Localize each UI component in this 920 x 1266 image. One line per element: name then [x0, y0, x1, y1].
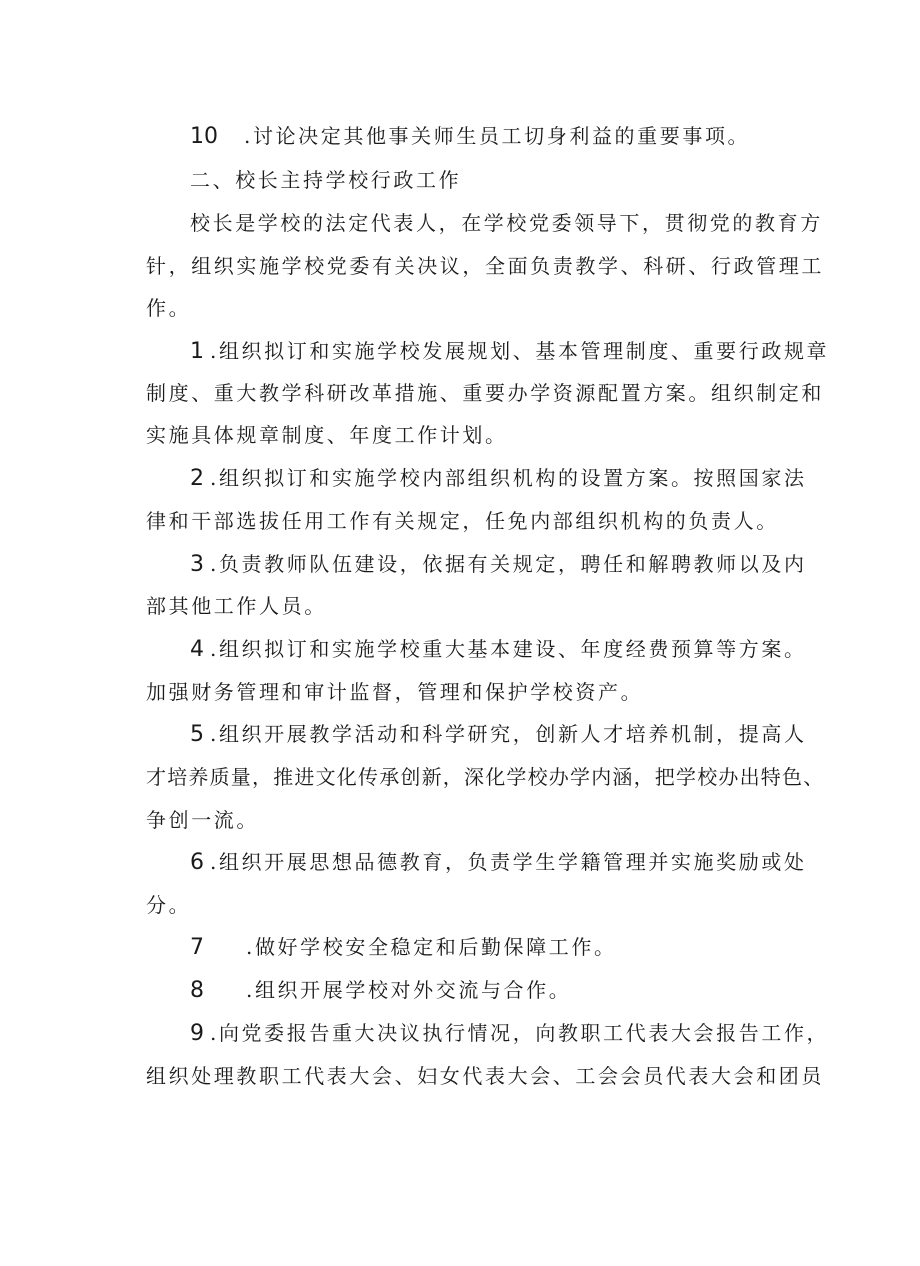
paragraph-text: 加强财务管理和审计监督，管理和保护学校资产。 [146, 680, 644, 704]
paragraph-text: .组织开展学校对外交流与合作。 [246, 978, 572, 1002]
paragraph-text: 才培养质量，推进文化传承创新，深化学校办学内涵，把学校办出特色、 [146, 765, 825, 789]
paragraph-text: 校长是学校的法定代表人，在学校党委领导下，贯彻党的教育方 [190, 211, 823, 235]
item-7-line [190, 932, 830, 963]
paragraph-line [146, 805, 786, 835]
item-1-line [190, 336, 830, 367]
paragraph-line [146, 251, 824, 281]
item-10-line [190, 121, 830, 152]
item-8-line [190, 975, 830, 1006]
item-number: 2 [190, 466, 204, 491]
paragraph-text: .组织开展思想品德教育，负责学生学籍管理并实施奖励或处 [210, 850, 807, 874]
paragraph-text: .组织拟订和实施学校发展规划、基本管理制度、重要行政规章 [210, 339, 830, 363]
item-9-line [190, 1018, 830, 1049]
item-number: 5 [190, 722, 204, 747]
paragraph-text: .讨论决定其他事关师生员工切身利益的重要事项。 [244, 124, 751, 148]
item-number: 3 [190, 552, 204, 577]
paragraph-text: 律和干部选拔任用工作有关规定，任免内部组织机构的负责人。 [146, 509, 779, 533]
paragraph-line [146, 1061, 824, 1091]
item-2-line [190, 463, 830, 494]
item-number: 10 [190, 124, 218, 149]
item-number: 9 [190, 1021, 204, 1046]
paragraph-text: 实施具体规章制度、年度工作计划。 [146, 423, 508, 447]
paragraph-text: .组织拟订和实施学校重大基本建设、年度经费预算等方案。 [210, 637, 807, 661]
paragraph-text: .向党委报告重大决议执行情况，向教职工代表大会报告工作， [210, 1021, 830, 1045]
item-5-line [190, 719, 830, 750]
item-3-line [190, 549, 830, 580]
paragraph-text: 组织处理教职工代表大会、妇女代表大会、工会会员代表大会和团员 [146, 1064, 824, 1088]
item-number: 8 [190, 978, 204, 1003]
paragraph-text: .组织开展教学活动和科学研究，创新人才培养机制，提高人 [210, 722, 807, 746]
paragraph-line [146, 378, 824, 408]
paragraph-text: 部其他工作人员。 [146, 594, 327, 618]
paragraph-line [146, 420, 786, 450]
item-number: 6 [190, 850, 204, 875]
item-number: 4 [190, 637, 204, 662]
paragraph-text: 分。 [146, 893, 192, 917]
paragraph-text: 制度、重大教学科研改革措施、重要办学资源配置方案。组织制定和 [146, 381, 824, 405]
paragraph-text: .负责教师队伍建设，依据有关规定，聘任和解聘教师以及内 [210, 552, 807, 576]
paragraph-text: 针，组织实施学校党委有关决议，全面负责教学、科研、行政管理工 [146, 254, 824, 278]
paragraph-line [146, 677, 786, 707]
paragraph-line [146, 506, 786, 536]
paragraph-text: 作。 [146, 296, 192, 320]
paragraph-line [190, 208, 830, 238]
item-number: 1 [190, 339, 204, 364]
paragraph-text: .组织拟订和实施学校内部组织机构的设置方案。按照国家法 [210, 466, 807, 490]
paragraph-line [146, 890, 786, 920]
section-heading-text: 二、校长主持学校行政工作 [190, 168, 462, 192]
paragraph-text: 争创一流。 [146, 808, 259, 832]
section-heading [190, 165, 830, 195]
paragraph-line [146, 762, 825, 792]
item-number: 7 [190, 935, 204, 960]
paragraph-text: .做好学校安全稳定和后勤保障工作。 [246, 935, 617, 959]
paragraph-line [146, 293, 786, 323]
item-4-line [190, 634, 830, 665]
paragraph-line [146, 591, 786, 621]
item-6-line [190, 847, 830, 878]
